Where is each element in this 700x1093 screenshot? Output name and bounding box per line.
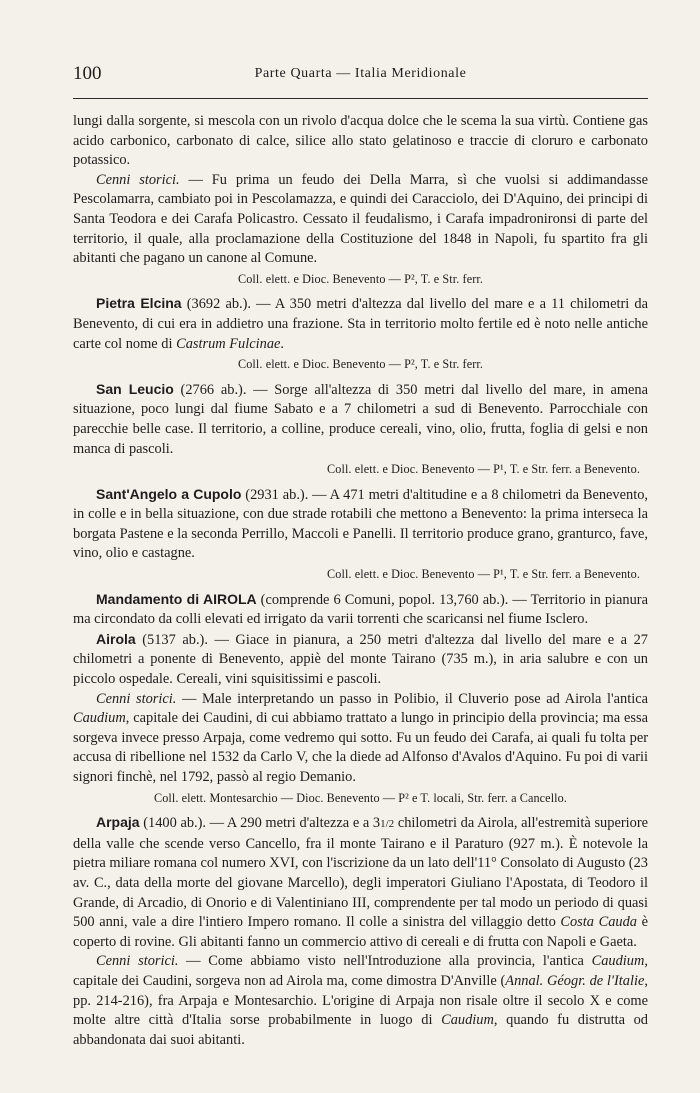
mandamento-label: Mandamento di <box>96 590 203 607</box>
latin-name: Caudium <box>441 1012 494 1029</box>
cenni-text: — Fu prima un feudo dei Della Marra, sì che vuolsi si addimandasse Pescolamarra, cambiato poi in Pescolamazza, e quindi dei Caracciolo, dei D'Aquino, dei principi di Santa Teodora e dei Carafa Policastro. Cessato il feudalismo, i Carafa impadronironsi di parte del territorio, il quale, alla proclamazione della Costituzione del 1848 in Napoli, fu spartito fra gli abitanti che pagano un canone al Comune. <box>73 171 648 267</box>
entry-name: San Leucio <box>96 380 174 397</box>
entry-san-leucio <box>73 380 648 459</box>
entry-text: (2931 ab.). — A 471 metri d'altitudine e a 8 chilometri da Benevento, in colle e in bella situazione, con due strade rotabili che mettono a Benevento: la prima interseca la borgata Pastene e la seconda Perrillo, Maccoli e Panelli. Il territorio produce grano, granturco, fave, vino, olio e castagne. <box>73 486 648 562</box>
entry-text: (3692 ab.). — A 350 metri d'altezza dal livello del mare e a 11 chilometri da Benevento, di cui era in addietro una frazione. Sta in territorio molto fertile ed è noto nelle antiche carte col nome di <box>73 296 648 352</box>
collegio-line: Coll. elett. e Dioc. Benevento — P¹, T. e Str. ferr. a Benevento. <box>327 567 640 582</box>
entry-text: (1400 ab.). — A 290 metri d'altezza e a 3 <box>139 815 381 832</box>
entry-text: (5137 ab.). — Giace in pianura, a 250 metri d'altezza dal livello del mare e a 27 chilometri a ponente di Benevento, appiè del monte Tairano (735 m.), in aria salubre e con un piccolo ospedale. Cereali, vini squisitissimi e pascoli. <box>73 631 648 688</box>
paragraph-cenni-storici <box>73 171 648 269</box>
page-number: 100 <box>73 63 102 84</box>
entry-name: Airola <box>96 630 136 647</box>
entry-name: Pietra Elcina <box>96 295 182 312</box>
mandamento-airola <box>73 590 648 630</box>
cenni-text-2: , capitale dei Caudini, sorgeva non ad Airola ma, come dimostra D'Anville ( <box>73 953 648 989</box>
mandamento-text: (comprende 6 Comuni, popol. 13,760 ab.). — Territorio in pianura ma circondato da colli elevati ed irrigato da varii torrenti che scaricansi nel fiume Isclero. <box>73 591 648 628</box>
page-body <box>73 112 648 1050</box>
page-header <box>73 60 648 88</box>
entry-airola <box>73 630 648 690</box>
paragraph-cenni-storici <box>73 690 648 788</box>
entry-pietra-elcina <box>73 294 648 354</box>
latin-name: Caudium <box>73 710 126 727</box>
entry-sant-angelo-a-cupolo <box>73 485 648 564</box>
entry-text-3: è coperto di rovine. Gli abitanti fanno un commercio attivo di cereali e di frutta con Napoli e Gaeta. <box>73 914 648 950</box>
collegio-line: Coll. elett. e Dioc. Benevento — P², T. e Str. ferr. <box>238 357 483 372</box>
cenni-text: — Male interpretando un passo in Polibio, il Cluverio pose ad Airola l'antica <box>176 690 648 707</box>
cenni-label: Cenni storici. <box>96 171 180 188</box>
cenni-text: — Come abbiamo visto nell'Introduzione alla provincia, l'antica <box>178 953 592 970</box>
collegio-line: Coll. elett. e Dioc. Benevento — P², T. e Str. ferr. <box>238 271 483 286</box>
cenni-label: Cenni storici. <box>96 953 179 970</box>
entry-text-2: chilometri da Airola, all'estremità superiore della valle che scende verso Cancello, fra il monte Tairano e il Paraturo (927 m.). È notevole la pietra miliare romana col numero XVI, con l'iscrizione da un lato dell'11° Consolato di Augusto (23 av. C., data della morte del giovane Marcello), degli imperatori Giuliano l'Apostata, di Teodoro il Grande, di Arcadio, di Onorio e di Valentiniano III, comprendente per tal modo un periodo di quasi 500 anni, vale a dire l'intiero Impero romano. Il colle a sinistra del villaggio detto <box>73 815 648 931</box>
fraction: 1/2 <box>380 818 395 831</box>
entry-name: Sant'Angelo a Cupolo <box>96 485 242 502</box>
collegio-line: Coll. elett. e Dioc. Benevento — P¹, T. e Str. ferr. a Benevento. <box>327 462 640 477</box>
collegio-line: Coll. elett. Montesarchio — Dioc. Benevento — P² e T. locali, Str. ferr. a Cancello. <box>153 790 568 805</box>
cenni-label: Cenni storici. <box>96 690 177 707</box>
latin-name: Castrum Fulcinae <box>176 335 281 352</box>
place-name: Costa Cauda <box>560 914 637 931</box>
header-rule <box>73 98 648 99</box>
cenni-text-3: , pp. 214-216), fra Arpaja e Montesarchio. L'origine di Arpaja non risale oltre il secolo X e come molte altre città d'Italia sorse probabilmente in luogo di <box>73 972 648 1029</box>
entry-arpaja <box>73 813 648 952</box>
paragraph-cenni-storici <box>73 952 648 1050</box>
cenni-text-4: , quando fu distrutta od abbandonata dai suoi abitanti. <box>73 1012 648 1048</box>
running-title: Parte Quarta — Italia Meridionale <box>254 66 467 81</box>
cenni-text-end: , capitale dei Caudini, di cui abbiamo trattato a lungo in principio della provincia; ma essa sorgeva invece presso Arpaja, come vedremo qui sotto. Fu un feudo dei Carafa, ai quali fu tolta per accusa di ribellione nel 1532 da Carlo V, che la diede ad Alfonso d'Avalos d'Aquino. Fu poi di varii signori finchè, nel 1792, passò al regio Demanio. <box>73 710 648 785</box>
latin-name: Caudium <box>591 953 645 970</box>
entry-text: (2766 ab.). — Sorge all'altezza di 350 metri dal livello del mare, in amena situazione, poco lungi dal fiume Sabato e a 7 chilometri a sud di Benevento. Parrocchiale con parecchie belle case. Il territorio, a colline, produce cereali, vino, olio, frutta, foglia di gelsi e non manca di pascoli. <box>73 381 649 457</box>
mandamento-name: AIROLA <box>202 590 257 607</box>
continuation-paragraph: lungi dalla sorgente, si mescola con un rivolo d'acqua dolce che le scema la sua virtù. Contiene gas acido carbonico, carbonato di calce, silice allo stato gelatinoso e traccie di cloruro e carbonato potassico. <box>73 113 648 169</box>
entry-text-end: . <box>280 335 285 352</box>
entry-name: Arpaja <box>96 814 140 831</box>
reference-title: Annal. Géogr. de l'Italie <box>505 972 645 989</box>
